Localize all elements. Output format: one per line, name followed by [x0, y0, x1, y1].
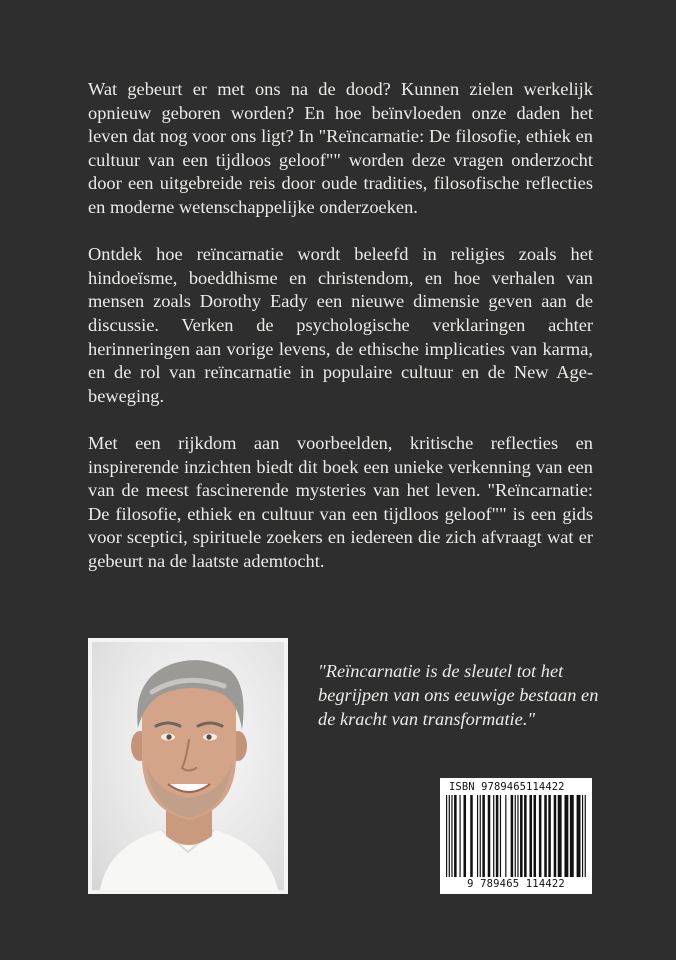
- barcode-bar: [564, 795, 568, 877]
- blurb-paragraph-1: Wat gebeurt er met ons na de dood? Kunnen zielen werkelijk opnieuw geboren worden? En hoe beïnvloeden onze daden het leven dat nog voor ons ligt? In "Reïncarnatie: De filosofie, ethiek en cultuur van een tijdloos geloof"" worden deze vragen onderzocht door een uitgebreide reis door oude tradities, filosofische reflecties en moderne wetenschappelijke onderzoeken.: [88, 79, 593, 217]
- barcode-bar: [529, 795, 532, 877]
- isbn-barcode: [440, 778, 592, 894]
- portrait-illustration: [92, 642, 284, 890]
- author-quote: "Reïncarnatie is de sleutel tot het begrijpen van ons eeuwige bestaan en de kracht van transformatie.": [318, 661, 599, 729]
- barcode-bar: [582, 795, 583, 877]
- barcode-bar: [500, 795, 501, 877]
- barcode-bar: [554, 795, 557, 877]
- barcode-bar: [511, 795, 514, 877]
- barcode-bar: [470, 795, 473, 877]
- isbn-digits: 9 789465 114422: [467, 878, 565, 890]
- barcode-bar: [451, 795, 452, 877]
- barcode-bar: [544, 795, 547, 877]
- barcode-bar: [520, 795, 523, 877]
- barcode-bar: [539, 795, 542, 877]
- barcode-bar: [454, 795, 457, 877]
- barcode-bar: [517, 795, 518, 877]
- barcode-bar: [496, 795, 499, 877]
- barcode-bar: [515, 795, 516, 877]
- barcode-bar: [570, 795, 574, 877]
- barcode-bar: [477, 795, 478, 877]
- author-portrait: [92, 642, 284, 890]
- barcode-bar: [585, 795, 586, 877]
- barcode-bar: [480, 795, 481, 877]
- barcode-bar: [493, 795, 494, 877]
- barcode-bar: [524, 795, 527, 877]
- barcode-bar: [464, 795, 467, 877]
- blurb-paragraph-3: Met een rijkdom aan voorbeelden, kritische reflecties en inspirerende inzichten biedt dit boek een unieke verkenning van een van de meest fascinerende mysteries van het leven. "Reïncarnatie: De filosofie, ethiek en cultuur van een tijdloos geloof"" is een gids voor sceptici, spirituele zoekers en iedereen die zich afvraagt wat er gebeurt na de laatste ademtocht.: [88, 432, 593, 571]
- isbn-label: ISBN 9789465114422: [449, 781, 565, 793]
- blurb-text: [88, 78, 593, 597]
- barcode-bar: [558, 795, 562, 877]
- barcode-bar: [459, 795, 460, 877]
- barcode-bar: [449, 795, 450, 877]
- barcode-bar: [548, 795, 551, 877]
- barcode-bar: [534, 795, 537, 877]
- author-photo: [88, 638, 288, 894]
- barcode-bar: [488, 795, 491, 877]
- barcode-bars: [446, 795, 586, 877]
- barcode-bar: [505, 795, 506, 877]
- barcode-bar: [482, 795, 485, 877]
- blurb-paragraph-2: Ontdek hoe reïncarnatie wordt beleefd in religies zoals het hindoeïsme, boeddhisme en christendom, en hoe verhalen van mensen zoals Dorothy Eady een nieuwe dimensie geven aan de discussie. Verken de psychologische verklaringen achter herinneringen aan vorige levens, de ethische implicaties van karma, en de rol van reïncarnatie in populaire cultuur en de New Age-beweging.: [88, 244, 593, 406]
- barcode-bar: [577, 795, 581, 877]
- barcode-bar: [446, 795, 447, 877]
